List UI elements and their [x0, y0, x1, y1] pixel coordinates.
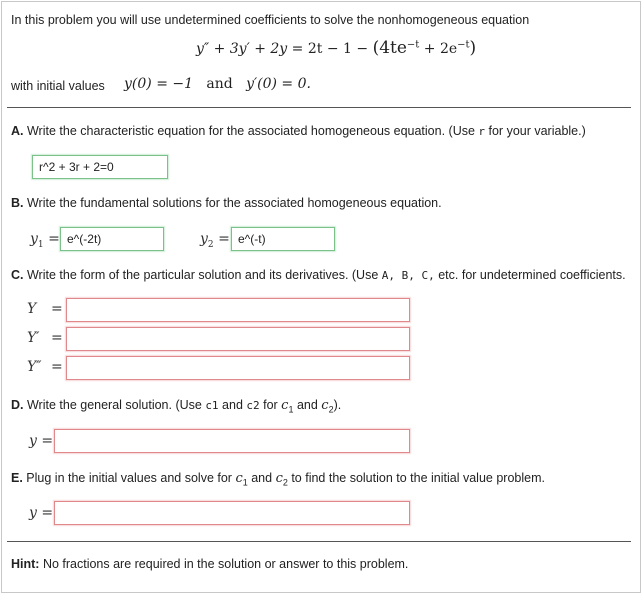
- hint-text: No fractions are required in the solution or answer to this problem.: [39, 557, 409, 571]
- particular-first-derivative-input[interactable]: [66, 327, 410, 351]
- part-b-prompt: [11, 195, 442, 211]
- y2-label: [200, 231, 230, 250]
- part-d-and-2: and: [293, 398, 322, 412]
- particular-solution-input[interactable]: [66, 298, 410, 322]
- general-solution-input[interactable]: [54, 429, 410, 453]
- divider-top: [7, 107, 631, 108]
- part-d-letter: D.: [11, 398, 24, 412]
- Y-equals: =: [51, 301, 63, 317]
- y1-subscript: 1: [37, 239, 44, 250]
- part-c-coefficient-codes: A, B, C,: [381, 269, 435, 282]
- initial-condition-2: y′(0) = 0.: [246, 76, 311, 92]
- part-d-c2-code: c2: [246, 399, 260, 412]
- hint-label: Hint:: [11, 557, 40, 571]
- equation-close-paren: ): [469, 38, 477, 58]
- Y-double-prime-symbol: Y″: [27, 359, 42, 375]
- equation-rhs: = 2t − 1 −: [291, 41, 373, 57]
- equation-exponent-2: −t: [457, 39, 470, 51]
- part-d-for: for: [259, 398, 282, 412]
- part-a-text: Write the characteristic equation for the associated homogeneous equation. (Use: [26, 124, 479, 138]
- y1-label: [30, 231, 60, 250]
- divider-bottom: [7, 541, 631, 542]
- Y-prime-equals: =: [51, 330, 63, 346]
- ivp-solution-label: [29, 505, 53, 521]
- Y-label: [27, 301, 36, 317]
- part-d-c1-code: c1: [205, 399, 219, 412]
- part-e-prompt: [11, 470, 545, 491]
- part-e-text: Plug in the initial values and solve for: [26, 471, 236, 485]
- part-a-suffix: for your variable.): [485, 124, 586, 138]
- part-e-c2-math: c: [275, 471, 283, 486]
- initial-values: [124, 76, 311, 92]
- part-c-suffix: etc. for undetermined coefficients.: [434, 268, 626, 282]
- ivp-solution-y: y: [29, 505, 37, 521]
- part-e-and: and: [247, 471, 276, 485]
- part-d-c2-subscript: 2: [328, 404, 334, 415]
- y2-subscript: 2: [207, 239, 214, 250]
- part-b-letter: B.: [11, 196, 24, 210]
- part-e-letter: E.: [11, 471, 23, 485]
- general-solution-y: y: [29, 433, 37, 449]
- part-e-suffix: to find the solution to the initial value problem.: [287, 471, 545, 485]
- part-a-variable: r: [478, 125, 486, 138]
- equation-lhs: y″ + 3y′ + 2y: [196, 41, 288, 57]
- part-e-c1-math: c: [235, 471, 243, 486]
- part-d-end: ).: [333, 398, 342, 412]
- characteristic-equation-input[interactable]: r^2 + 3r + 2=0: [32, 155, 168, 179]
- part-e-c1-subscript: 1: [242, 477, 248, 488]
- part-c-text: Write the form of the particular solution and its derivatives. (Use: [26, 268, 382, 282]
- part-a-prompt: [11, 123, 586, 140]
- initial-values-prefix: with initial values: [11, 79, 105, 93]
- part-d-c1-subscript: 1: [288, 404, 294, 415]
- y1-symbol: y: [30, 231, 38, 247]
- general-solution-equals: =: [41, 433, 54, 449]
- hint: [11, 556, 408, 572]
- Y-symbol: Y: [27, 301, 37, 317]
- y2-input[interactable]: e^(-t): [231, 227, 335, 251]
- part-d-and: and: [218, 398, 247, 412]
- general-solution-label: [29, 433, 53, 449]
- particular-second-derivative-input[interactable]: [66, 356, 410, 380]
- Y-double-prime-label: [27, 359, 41, 375]
- y2-symbol: y: [200, 231, 208, 247]
- equation-term-2: + 2e: [419, 41, 458, 57]
- part-a-letter: A.: [11, 124, 24, 138]
- initial-condition-1: y(0) = −1: [124, 76, 194, 92]
- y1-equals: =: [48, 231, 60, 247]
- ivp-solution-input[interactable]: [54, 501, 410, 525]
- part-d-prompt: [11, 397, 341, 418]
- part-d-c1-math: c: [281, 398, 289, 413]
- part-d-c2-math: c: [321, 398, 329, 413]
- part-b-text: Write the fundamental solutions for the associated homogeneous equation.: [26, 196, 442, 210]
- equation-exponent-1: −t: [406, 39, 420, 51]
- part-d-text: Write the general solution. (Use: [26, 398, 206, 412]
- initial-and: and: [206, 76, 233, 92]
- part-c-letter: C.: [11, 268, 24, 282]
- Y-prime-label: [27, 330, 39, 346]
- y2-equals: =: [218, 231, 230, 247]
- Y-double-prime-equals: =: [51, 359, 63, 375]
- equation-paren-term: (4te: [372, 38, 407, 58]
- y1-input[interactable]: e^(-2t): [60, 227, 164, 251]
- part-e-c2-subscript: 2: [282, 477, 288, 488]
- part-c-prompt: [11, 267, 626, 284]
- main-equation: [196, 38, 476, 58]
- ivp-solution-equals: =: [41, 505, 54, 521]
- Y-prime-symbol: Y′: [27, 330, 40, 346]
- intro-text: In this problem you will use undetermined coefficients to solve the nonhomogeneous equation: [11, 13, 530, 27]
